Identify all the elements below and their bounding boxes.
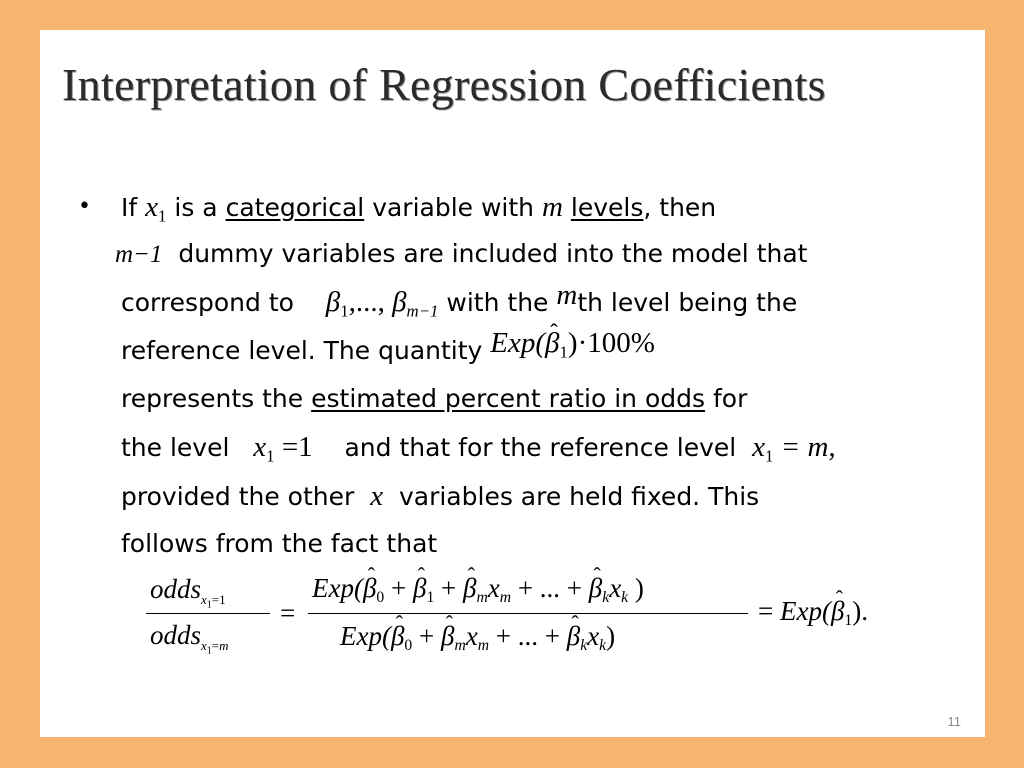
fraction-bar-left (146, 613, 270, 614)
denominator-odds: odds$_{x_1=m}$ (150, 620, 229, 657)
text-line-5 (121, 384, 747, 414)
text-follows-from: follows from the fact that (121, 529, 438, 558)
term-levels: levels (570, 193, 644, 222)
text-line-2 (115, 239, 807, 270)
math-x1-equals-1: $x_1 =1$ (253, 431, 313, 466)
slide-title: Interpretation of Regression Coefficients (62, 59, 826, 110)
math-m: m (541, 191, 563, 223)
text-reference-level: and that for the reference level (344, 433, 737, 462)
math-x: x (370, 480, 384, 512)
text-correspond-to: correspond to (121, 288, 294, 317)
text-variables-held-fixed: variables are held fixed. This (398, 482, 760, 511)
bullet-marker: • (78, 194, 91, 219)
text-line-7 (121, 481, 759, 512)
fraction-bar-middle (308, 613, 748, 614)
denominator-exp: Exp(ˆ $\beta_0$ + ˆ $\beta_mx_m$ + ... + ˆ $\beta_kx_k$) (340, 623, 615, 654)
text-then: , then (643, 193, 717, 222)
text-line-6 (121, 432, 836, 471)
page-number: 11 (947, 714, 961, 729)
math-beta-range: $\beta_1$,..., $\beta_{m-1}$ (325, 286, 439, 321)
equals-sign-1: = (280, 598, 296, 628)
term-categorical: categorical (225, 193, 365, 222)
text-represents-the: represents the (121, 384, 304, 413)
text-for: for (712, 384, 748, 413)
text-with-the: with the (446, 288, 549, 317)
text-reference-level-quantity: reference level. The quantity (121, 336, 483, 365)
text-provided-the-other: provided the other (121, 482, 355, 511)
text-is-a: is a (174, 193, 218, 222)
text-line-4 (121, 327, 655, 374)
text-dummy-variables: dummy variables are included into the model that (178, 239, 808, 268)
math-x1-equals-m: $x_1 = m$, (752, 431, 836, 466)
numerator-odds: odds$_{x_1=1}$ (150, 574, 226, 611)
math-x1: $x_1$ (145, 191, 167, 226)
text-the-level: the level (121, 433, 230, 462)
math-exp-beta1-percent: Exp(ˆ $\beta_1)\cdot 100\%$ (490, 327, 655, 359)
slide (40, 30, 985, 737)
text-line-8 (121, 529, 437, 559)
text-line-3 (121, 279, 798, 326)
numerator-exp: Exp(ˆ $\beta_0$ + ˆ $\beta_1$ + ˆ $\beta_mx_m$ + ... + ˆ $\beta_kx_k$ ) (312, 575, 644, 606)
math-m-superscript: m (556, 279, 578, 311)
math-m-minus-1: m−1 (115, 241, 163, 268)
result-exp-beta1: = Exp(ˆ $\beta_1$). (758, 598, 868, 629)
text-variable-with: variable with (372, 193, 535, 222)
text-th-level: th level being the (577, 288, 798, 317)
text-line-1 (121, 192, 716, 231)
text-if: If (121, 193, 138, 222)
term-estimated-percent-ratio: estimated percent ratio in odds (311, 384, 706, 413)
